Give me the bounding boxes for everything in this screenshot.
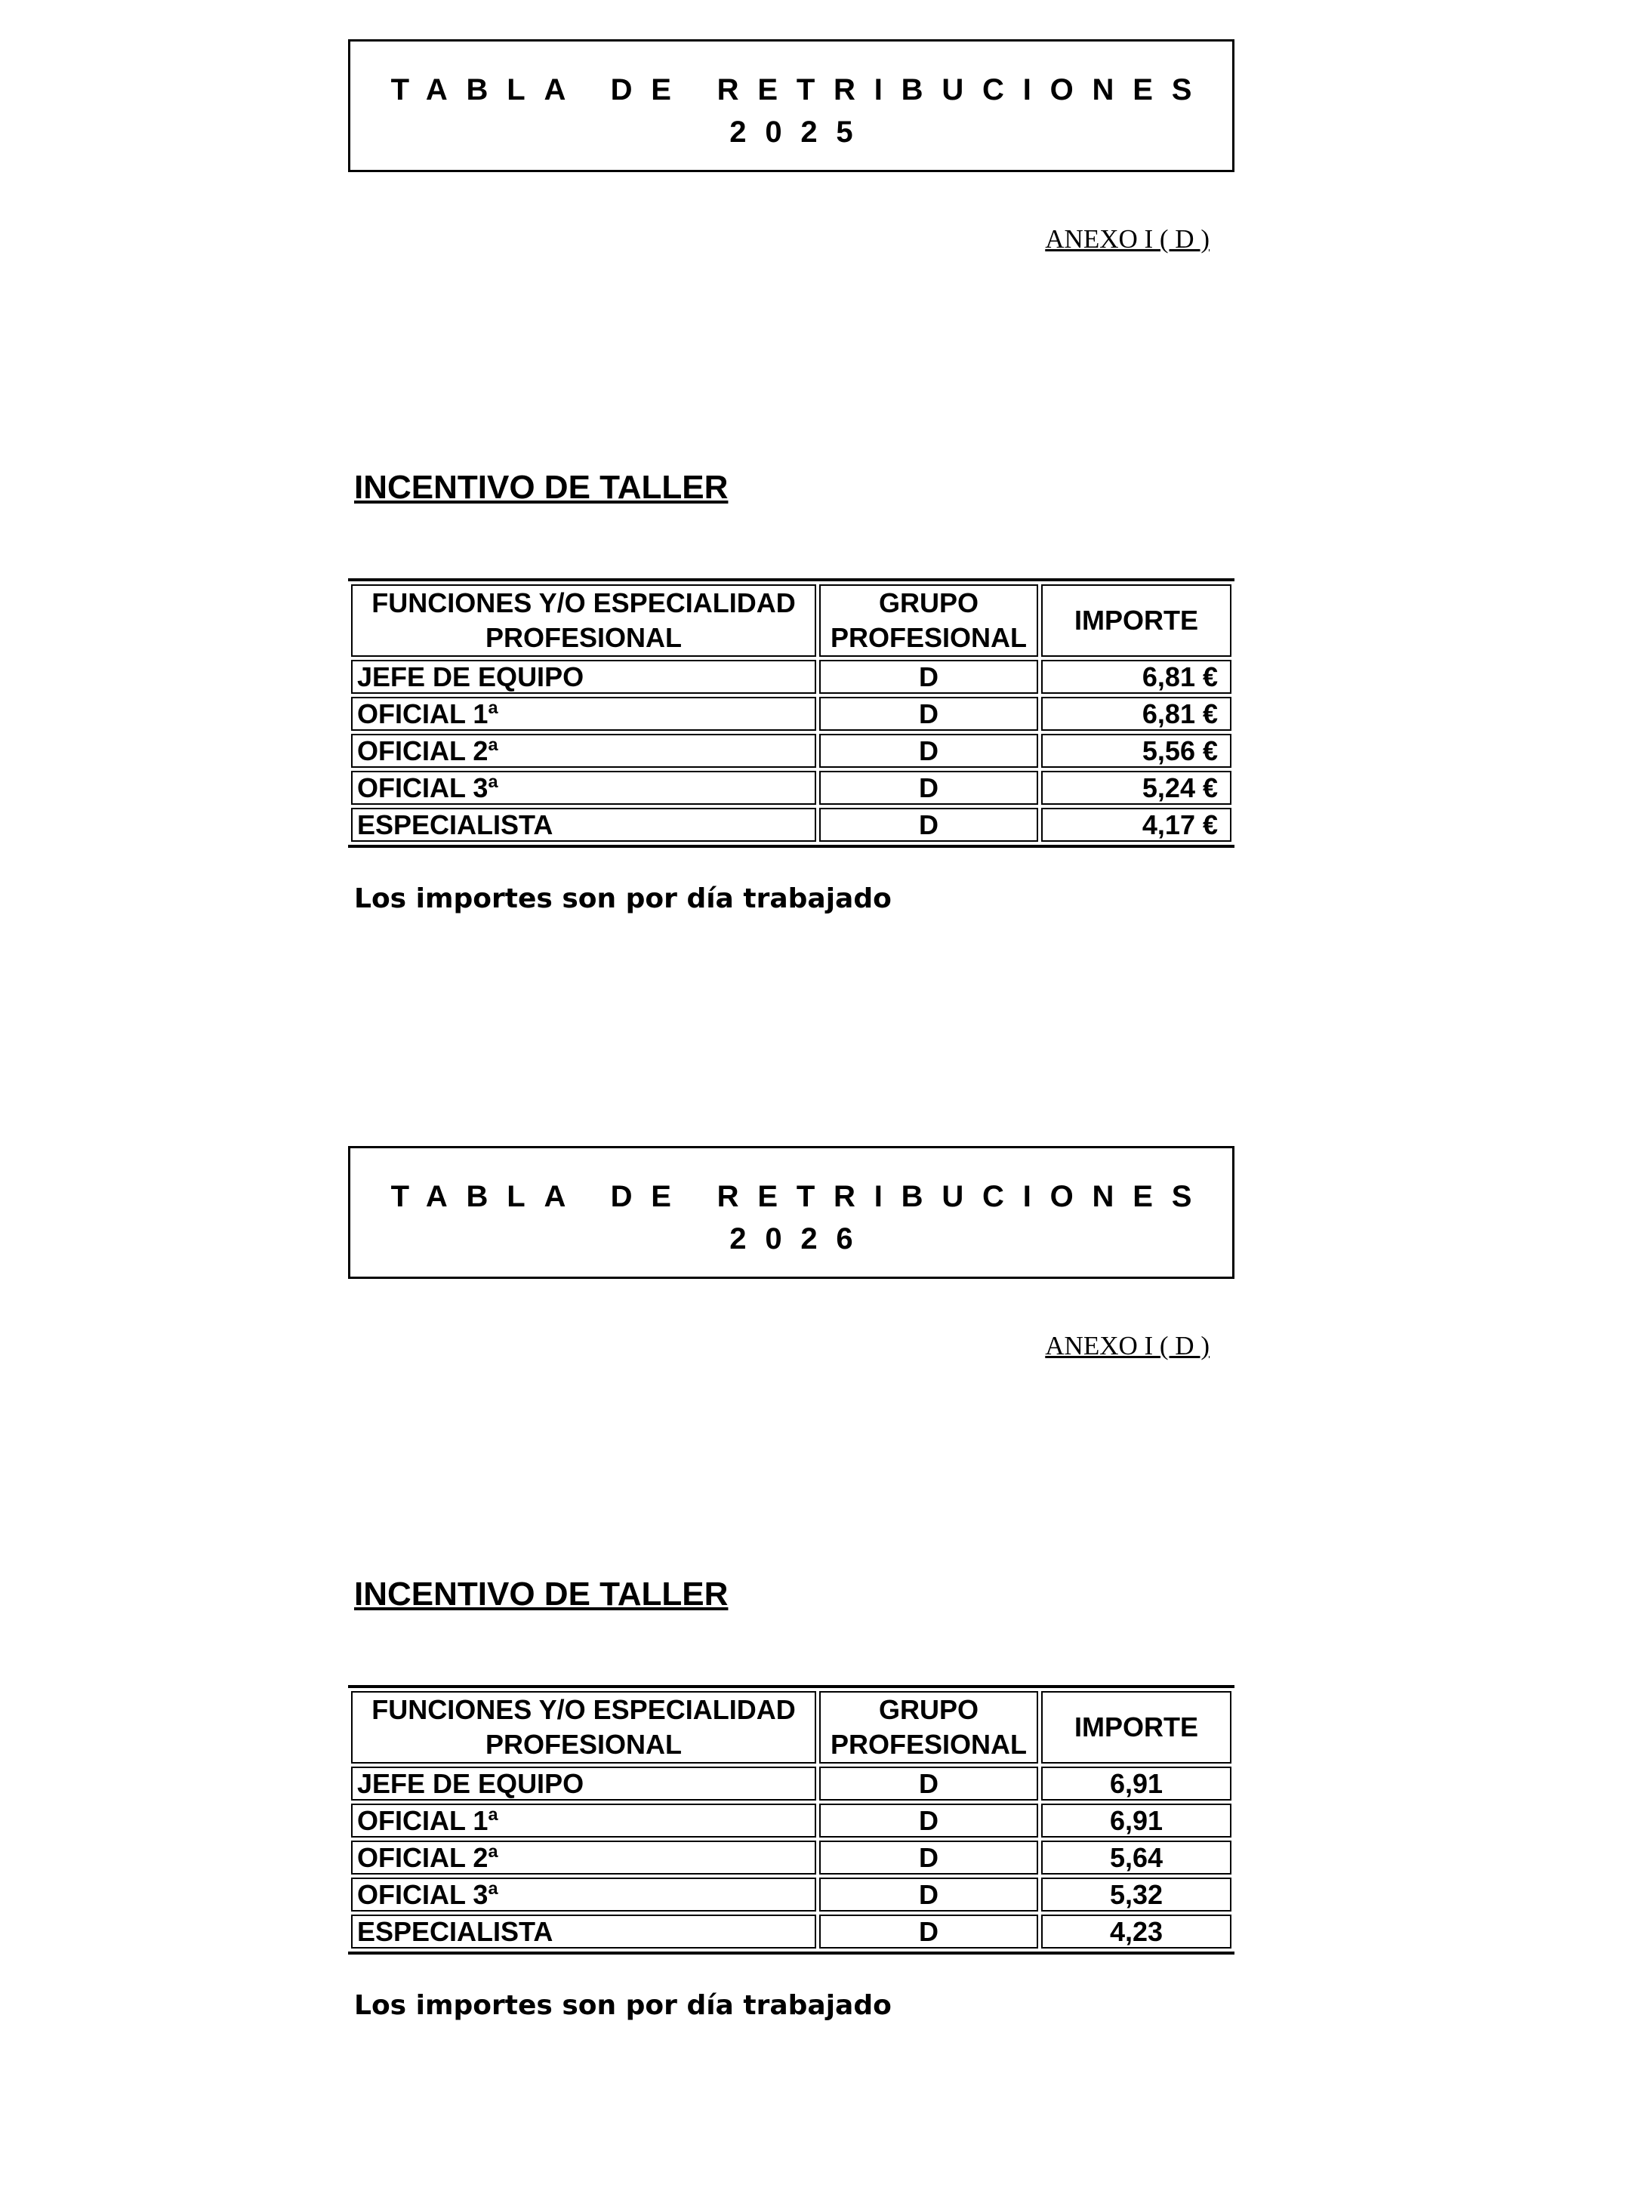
cell-funcion: JEFE DE EQUIPO [351,1767,816,1801]
cell-grupo: D [819,734,1038,768]
cell-grupo: D [819,1841,1038,1875]
cell-importe: 5,32 [1041,1878,1231,1912]
cell-funcion: OFICIAL 1ª [351,1804,816,1838]
table-row [351,660,1231,694]
cell-funcion: OFICIAL 2ª [351,734,816,768]
table-row [351,1915,1231,1949]
table-row [351,734,1231,768]
table-row [351,771,1231,805]
title-box [348,39,1234,172]
column-header-importe: IMPORTE [1041,1691,1231,1764]
anexo-label: ANEXO I ( D ) [1045,1331,1210,1360]
section-heading: INCENTIVO DE TALLER [354,1576,729,1613]
table-row [351,1878,1231,1912]
cell-grupo: D [819,660,1038,694]
cell-grupo: D [819,771,1038,805]
cell-funcion: OFICIAL 1ª [351,697,816,731]
column-header-importe: IMPORTE [1041,584,1231,657]
title-line1: TABLA DE RETRIBUCIONES [390,1180,1211,1213]
cell-grupo: D [819,1767,1038,1801]
table-row [351,1804,1231,1838]
cell-funcion: OFICIAL 2ª [351,1841,816,1875]
retribuciones-section-2025 [0,0,1652,1105]
cell-grupo: D [819,1878,1038,1912]
title-line1: TABLA DE RETRIBUCIONES [390,73,1211,106]
cell-grupo: D [819,1915,1038,1949]
cell-grupo: D [819,808,1038,842]
title-year: 2025 [729,116,872,149]
table-note: Los importes son por día trabajado [354,1990,892,2021]
incentive-table [348,578,1234,848]
column-header-grupo: GRUPO PROFESIONAL [819,1691,1038,1764]
cell-funcion: ESPECIALISTA [351,1915,816,1949]
cell-importe: 6,91 [1041,1804,1231,1838]
cell-grupo: D [819,1804,1038,1838]
table-header-row [351,1691,1231,1764]
column-header-funciones: FUNCIONES Y/O ESPECIALIDAD PROFESIONAL [351,1691,816,1764]
table-row [351,1841,1231,1875]
cell-funcion: JEFE DE EQUIPO [351,660,816,694]
cell-funcion: OFICIAL 3ª [351,1878,816,1912]
column-header-grupo: GRUPO PROFESIONAL [819,584,1038,657]
cell-importe: 4,23 [1041,1915,1231,1949]
title-year: 2026 [729,1222,872,1255]
retribuciones-section-2026 [0,1107,1652,2212]
table-row [351,697,1231,731]
column-header-funciones: FUNCIONES Y/O ESPECIALIDAD PROFESIONAL [351,584,816,657]
incentive-table [348,1685,1234,1955]
table-header-row [351,584,1231,657]
cell-importe: 4,17 € [1041,808,1231,842]
cell-importe: 6,81 € [1041,697,1231,731]
table-row [351,1767,1231,1801]
section-heading: INCENTIVO DE TALLER [354,469,729,506]
table-row [351,808,1231,842]
anexo-label: ANEXO I ( D ) [1045,224,1210,254]
cell-importe: 6,91 [1041,1767,1231,1801]
cell-grupo: D [819,697,1038,731]
cell-importe: 5,56 € [1041,734,1231,768]
cell-funcion: OFICIAL 3ª [351,771,816,805]
cell-importe: 5,64 [1041,1841,1231,1875]
cell-funcion: ESPECIALISTA [351,808,816,842]
table-note: Los importes son por día trabajado [354,883,892,914]
cell-importe: 6,81 € [1041,660,1231,694]
cell-importe: 5,24 € [1041,771,1231,805]
title-box [348,1146,1234,1279]
